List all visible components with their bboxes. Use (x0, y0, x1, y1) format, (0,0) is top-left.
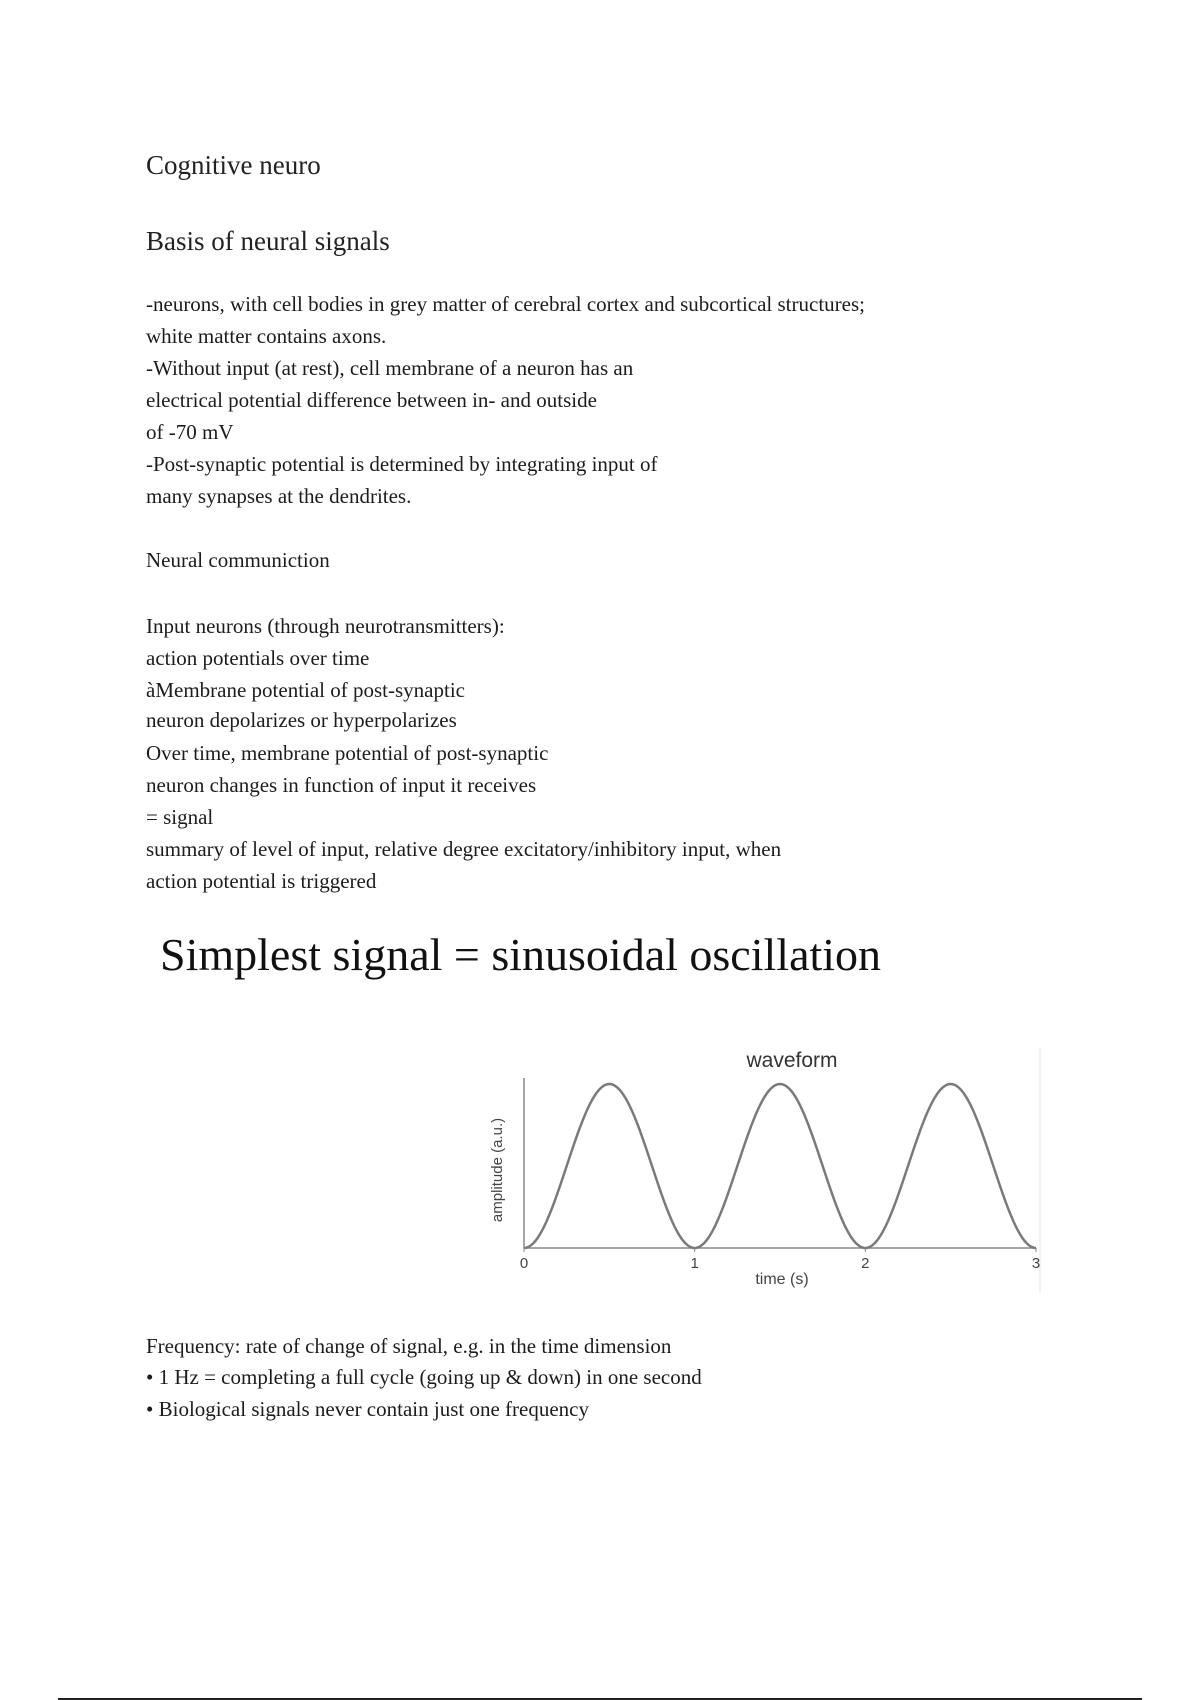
chart-series-line (524, 1084, 1036, 1248)
communication-line: neuron changes in function of input it receives (146, 773, 537, 797)
chart-axes (524, 1078, 1036, 1248)
communication-line: àMembrane potential of post-synaptic (146, 678, 465, 702)
document-title: Cognitive neuro (146, 150, 321, 180)
chart-x-tick-label: 2 (861, 1255, 870, 1272)
basis-line: electrical potential difference between in- and outside (146, 388, 597, 412)
chart-tick-labels (520, 1248, 1040, 1272)
chart-x-tick-label: 3 (1031, 1255, 1041, 1272)
frequency-line: • Biological signals never contain just one frequency (146, 1397, 589, 1421)
basis-line: of -70 mV (146, 420, 234, 444)
section-heading-communication: Neural communiction (146, 548, 330, 572)
communication-line: summary of level of input, relative degree excitatory/inhibitory input, when (146, 837, 782, 861)
chart-x-tick-label: 1 (690, 1255, 699, 1272)
communication-line: neuron depolarizes or hyperpolarizes (146, 708, 457, 732)
section-heading-basis: Basis of neural signals (146, 226, 390, 256)
communication-line: Input neurons (through neurotransmitters): (146, 614, 505, 638)
chart-title: waveform (746, 1049, 838, 1072)
chart-x-axis-label: time (s) (755, 1271, 809, 1288)
basis-line: white matter contains axons. (146, 324, 387, 348)
basis-line: -Without input (at rest), cell membrane of a neuron has an (146, 356, 634, 380)
communication-line: action potential is triggered (146, 869, 377, 893)
communication-line: = signal (146, 805, 214, 829)
communication-line: Over time, membrane potential of post-synaptic (146, 741, 549, 765)
chart-x-tick-label: 0 (519, 1255, 529, 1272)
frequency-line: Frequency: rate of change of signal, e.g. in the time dimension (146, 1334, 672, 1358)
waveform-chart (480, 1040, 1060, 1300)
basis-line: many synapses at the dendrites. (146, 484, 412, 508)
slide-title: Simplest signal = sinusoidal oscillation (160, 929, 882, 980)
chart-y-axis-label: amplitude (a.u.) (489, 1117, 506, 1223)
communication-line: action potentials over time (146, 646, 370, 670)
chart-series (524, 1084, 1036, 1248)
basis-line: -Post-synaptic potential is determined by integrating input of (146, 452, 658, 476)
basis-line: -neurons, with cell bodies in grey matter of cerebral cortex and subcortical structures; (146, 292, 865, 316)
waveform-svg (480, 1040, 1060, 1300)
frequency-line: • 1 Hz = completing a full cycle (going up & down) in one second (146, 1365, 702, 1389)
